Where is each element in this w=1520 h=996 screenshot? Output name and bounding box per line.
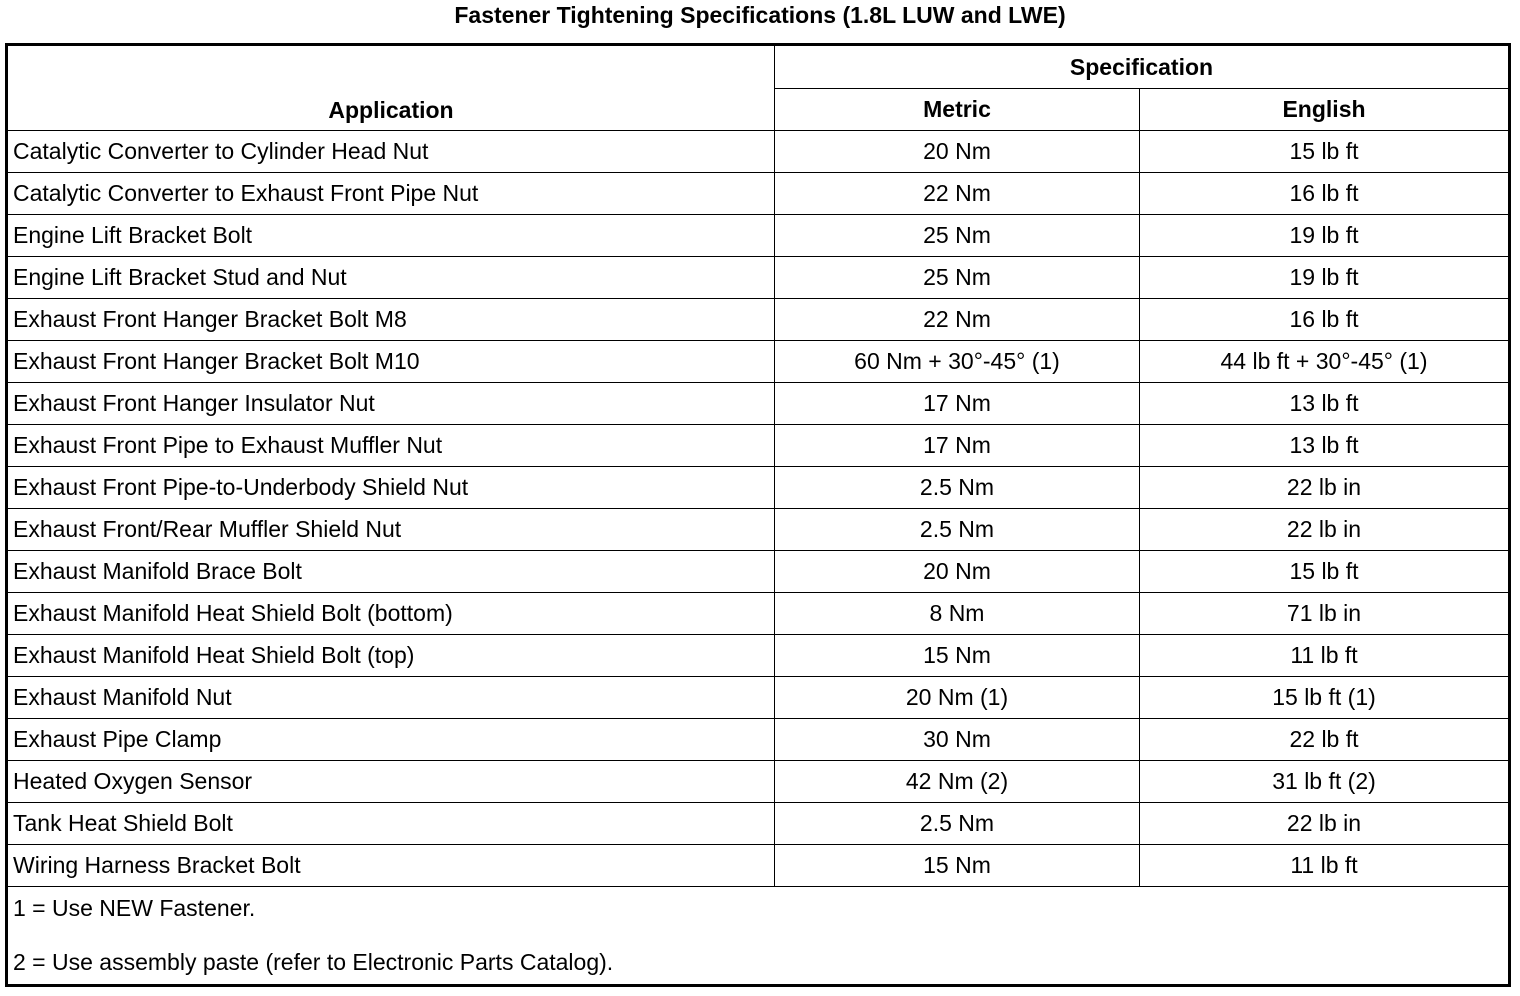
note-1: 1 = Use NEW Fastener. — [13, 895, 256, 921]
metric-cell: 17 Nm — [775, 425, 1140, 467]
table-row — [7, 509, 1510, 551]
table-row — [7, 467, 1510, 509]
table-row — [7, 131, 1510, 173]
metric-cell: 30 Nm — [775, 719, 1140, 761]
english-cell: 22 lb in — [1140, 467, 1510, 509]
english-cell: 19 lb ft — [1140, 215, 1510, 257]
table-row — [7, 593, 1510, 635]
table-row — [7, 803, 1510, 845]
table-row — [7, 425, 1510, 467]
metric-cell: 20 Nm — [775, 131, 1140, 173]
metric-cell: 25 Nm — [775, 215, 1140, 257]
english-cell: 71 lb in — [1140, 593, 1510, 635]
application-cell: Exhaust Front Hanger Bracket Bolt M10 — [7, 341, 775, 383]
metric-cell: 20 Nm (1) — [775, 677, 1140, 719]
english-cell: 15 lb ft — [1140, 131, 1510, 173]
table-row — [7, 761, 1510, 803]
application-cell: Catalytic Converter to Cylinder Head Nut — [7, 131, 775, 173]
application-cell: Exhaust Front Hanger Bracket Bolt M8 — [7, 299, 775, 341]
english-cell: 15 lb ft — [1140, 551, 1510, 593]
metric-cell: 42 Nm (2) — [775, 761, 1140, 803]
english-cell: 19 lb ft — [1140, 257, 1510, 299]
metric-cell: 15 Nm — [775, 635, 1140, 677]
application-cell: Exhaust Front/Rear Muffler Shield Nut — [7, 509, 775, 551]
metric-cell: 22 Nm — [775, 299, 1140, 341]
table-row — [7, 551, 1510, 593]
table-row — [7, 845, 1510, 887]
application-cell: Exhaust Manifold Heat Shield Bolt (top) — [7, 635, 775, 677]
english-cell: 15 lb ft (1) — [1140, 677, 1510, 719]
metric-cell: 25 Nm — [775, 257, 1140, 299]
application-cell: Exhaust Manifold Heat Shield Bolt (bottom) — [7, 593, 775, 635]
table-row — [7, 173, 1510, 215]
application-cell: Wiring Harness Bracket Bolt — [7, 845, 775, 887]
metric-cell: 20 Nm — [775, 551, 1140, 593]
metric-cell: 2.5 Nm — [775, 803, 1140, 845]
table-row — [7, 257, 1510, 299]
metric-cell: 60 Nm + 30°-45° (1) — [775, 341, 1140, 383]
header-application: Application — [7, 45, 775, 131]
fastener-spec-table — [5, 43, 1511, 987]
application-cell: Exhaust Front Hanger Insulator Nut — [7, 383, 775, 425]
application-cell: Exhaust Pipe Clamp — [7, 719, 775, 761]
application-cell: Heated Oxygen Sensor — [7, 761, 775, 803]
application-cell: Exhaust Front Pipe-to-Underbody Shield Nut — [7, 467, 775, 509]
english-cell: 16 lb ft — [1140, 173, 1510, 215]
english-cell: 11 lb ft — [1140, 845, 1510, 887]
application-cell: Catalytic Converter to Exhaust Front Pipe Nut — [7, 173, 775, 215]
notes-cell — [7, 887, 1510, 986]
header-english: English — [1140, 89, 1510, 131]
english-cell: 13 lb ft — [1140, 383, 1510, 425]
table-row — [7, 341, 1510, 383]
notes-row — [7, 887, 1510, 986]
table-row — [7, 719, 1510, 761]
english-cell: 16 lb ft — [1140, 299, 1510, 341]
application-cell: Exhaust Front Pipe to Exhaust Muffler Nut — [7, 425, 775, 467]
metric-cell: 15 Nm — [775, 845, 1140, 887]
application-cell: Engine Lift Bracket Stud and Nut — [7, 257, 775, 299]
application-cell: Exhaust Manifold Nut — [7, 677, 775, 719]
metric-cell: 2.5 Nm — [775, 467, 1140, 509]
english-cell: 22 lb in — [1140, 509, 1510, 551]
metric-cell: 8 Nm — [775, 593, 1140, 635]
header-metric: Metric — [775, 89, 1140, 131]
metric-cell: 2.5 Nm — [775, 509, 1140, 551]
table-row — [7, 383, 1510, 425]
note-2: 2 = Use assembly paste (refer to Electronic Parts Catalog). — [13, 949, 614, 975]
english-cell: 13 lb ft — [1140, 425, 1510, 467]
table-row — [7, 299, 1510, 341]
header-row-spec — [7, 45, 1510, 89]
english-cell: 11 lb ft — [1140, 635, 1510, 677]
header-specification: Specification — [775, 45, 1510, 89]
application-cell: Engine Lift Bracket Bolt — [7, 215, 775, 257]
application-cell: Tank Heat Shield Bolt — [7, 803, 775, 845]
metric-cell: 22 Nm — [775, 173, 1140, 215]
english-cell: 22 lb in — [1140, 803, 1510, 845]
note-spacer — [13, 922, 1503, 949]
page-title: Fastener Tightening Specifications (1.8L LUW and LWE) — [454, 2, 1066, 28]
table-body — [7, 131, 1510, 986]
english-cell: 31 lb ft (2) — [1140, 761, 1510, 803]
application-cell: Exhaust Manifold Brace Bolt — [7, 551, 775, 593]
english-cell: 44 lb ft + 30°-45° (1) — [1140, 341, 1510, 383]
table-row — [7, 215, 1510, 257]
table-row — [7, 635, 1510, 677]
english-cell: 22 lb ft — [1140, 719, 1510, 761]
metric-cell: 17 Nm — [775, 383, 1140, 425]
table-row — [7, 677, 1510, 719]
